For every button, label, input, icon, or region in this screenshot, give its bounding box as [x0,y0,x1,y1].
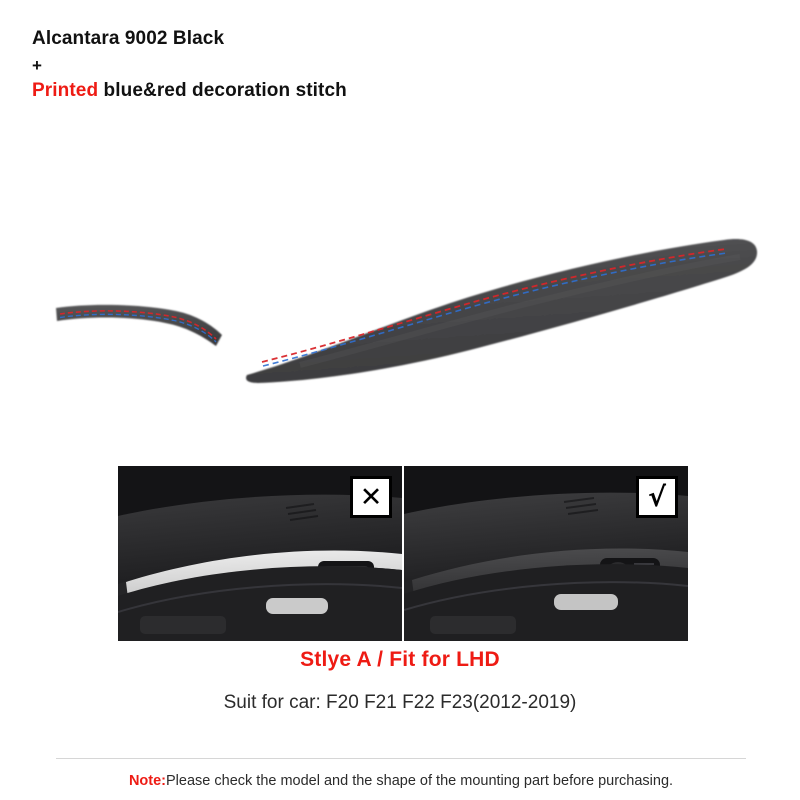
comparison-photos [118,466,688,641]
product-piece-left [56,305,222,346]
product-image [0,215,800,430]
product-stitch-title [32,78,752,105]
plus-separator: + [32,55,43,75]
stitch-description: blue&red decoration stitch [98,80,347,102]
header-text-block [32,26,752,105]
check-icon: √ [636,476,678,518]
note-text: Please check the model and the shape of the mounting part before purchasing. [166,773,674,789]
purchase-note [56,758,746,789]
product-piece-main [246,239,757,383]
note-label: Note: [128,773,167,789]
comparison-photo-incorrect [118,466,402,641]
vehicle-compatibility-caption: Suit for car: F20 F21 F22 F23(2012-2019) [223,692,577,713]
product-illustration [0,215,800,430]
printed-accent-word: Printed [32,80,99,102]
cross-icon: ✕ [350,476,392,518]
product-material-title: Alcantara 9002 Black [32,28,225,49]
comparison-photo-correct [404,466,688,641]
style-fitment-caption: Stlye A / Fit for LHD [300,648,500,671]
